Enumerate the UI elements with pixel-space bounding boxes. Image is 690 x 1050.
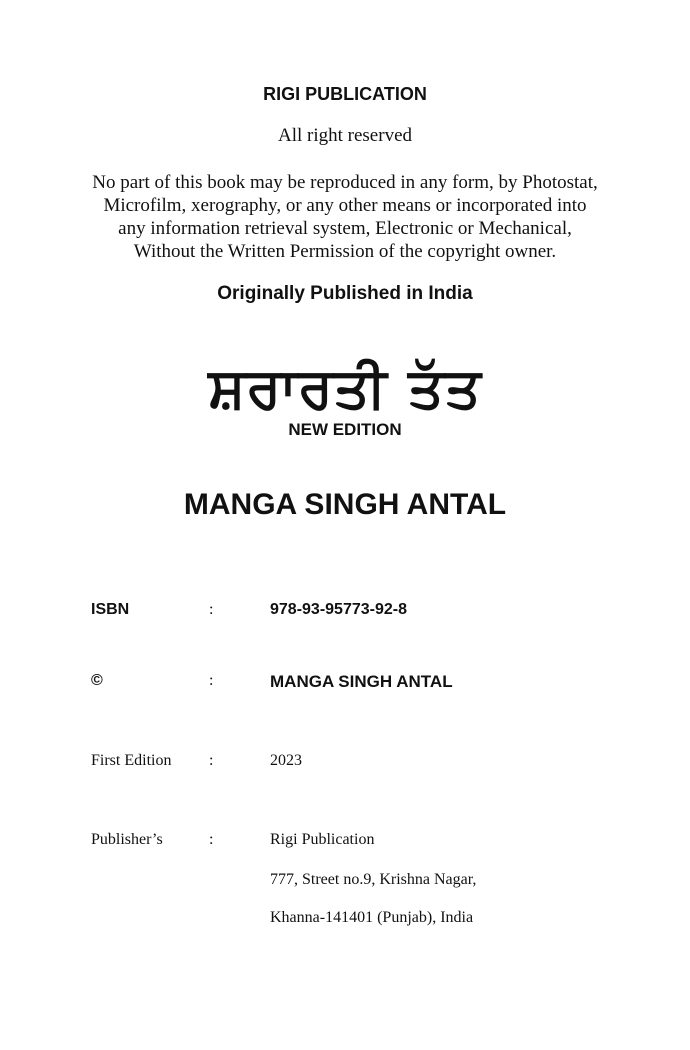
detail-value: MANGA SINGH ANTAL <box>270 672 453 691</box>
detail-separator: : <box>209 831 214 848</box>
detail-label: © <box>91 672 103 689</box>
notice-line: any information retrieval system, Electronic or Mechanical, <box>118 218 572 239</box>
author-name: MANGA SINGH ANTAL <box>183 488 507 521</box>
detail-row-first-edition <box>0 752 690 776</box>
detail-row-copyright <box>0 672 690 696</box>
detail-separator: : <box>209 601 214 618</box>
notice-line: Without the Written Permission of the copyright owner. <box>133 241 557 262</box>
copyright-notice <box>0 171 690 263</box>
address-text: 777, Street no.9, Krishna Nagar, <box>270 871 477 888</box>
detail-label: ISBN <box>91 601 130 618</box>
detail-row-publisher <box>0 831 690 855</box>
detail-separator: : <box>209 752 214 769</box>
notice-line: Microfilm, xerography, or any other means or incorporated into <box>103 195 587 216</box>
detail-separator: : <box>209 672 214 689</box>
detail-value: 978-93-95773-92-8 <box>270 601 407 618</box>
detail-value: 2023 <box>270 752 302 769</box>
book-title: ਸ਼ਰਾਰਤੀ ਤੱਤ <box>208 356 482 421</box>
address-text: Khanna-141401 (Punjab), India <box>270 909 474 926</box>
origin-statement: Originally Published in India <box>217 283 473 304</box>
detail-value: Rigi Publication <box>270 831 375 848</box>
notice-line: No part of this book may be reproduced in any form, by Photostat, <box>92 172 598 193</box>
rights-statement: All right reserved <box>277 125 412 146</box>
publisher-heading: RIGI PUBLICATION <box>263 84 427 104</box>
detail-row-isbn <box>0 601 690 625</box>
edition-label: NEW EDITION <box>288 420 402 439</box>
detail-label: Publisher’s <box>91 831 163 848</box>
address-line-2 <box>0 909 690 933</box>
address-line-1 <box>0 871 690 895</box>
detail-label: First Edition <box>91 752 172 769</box>
